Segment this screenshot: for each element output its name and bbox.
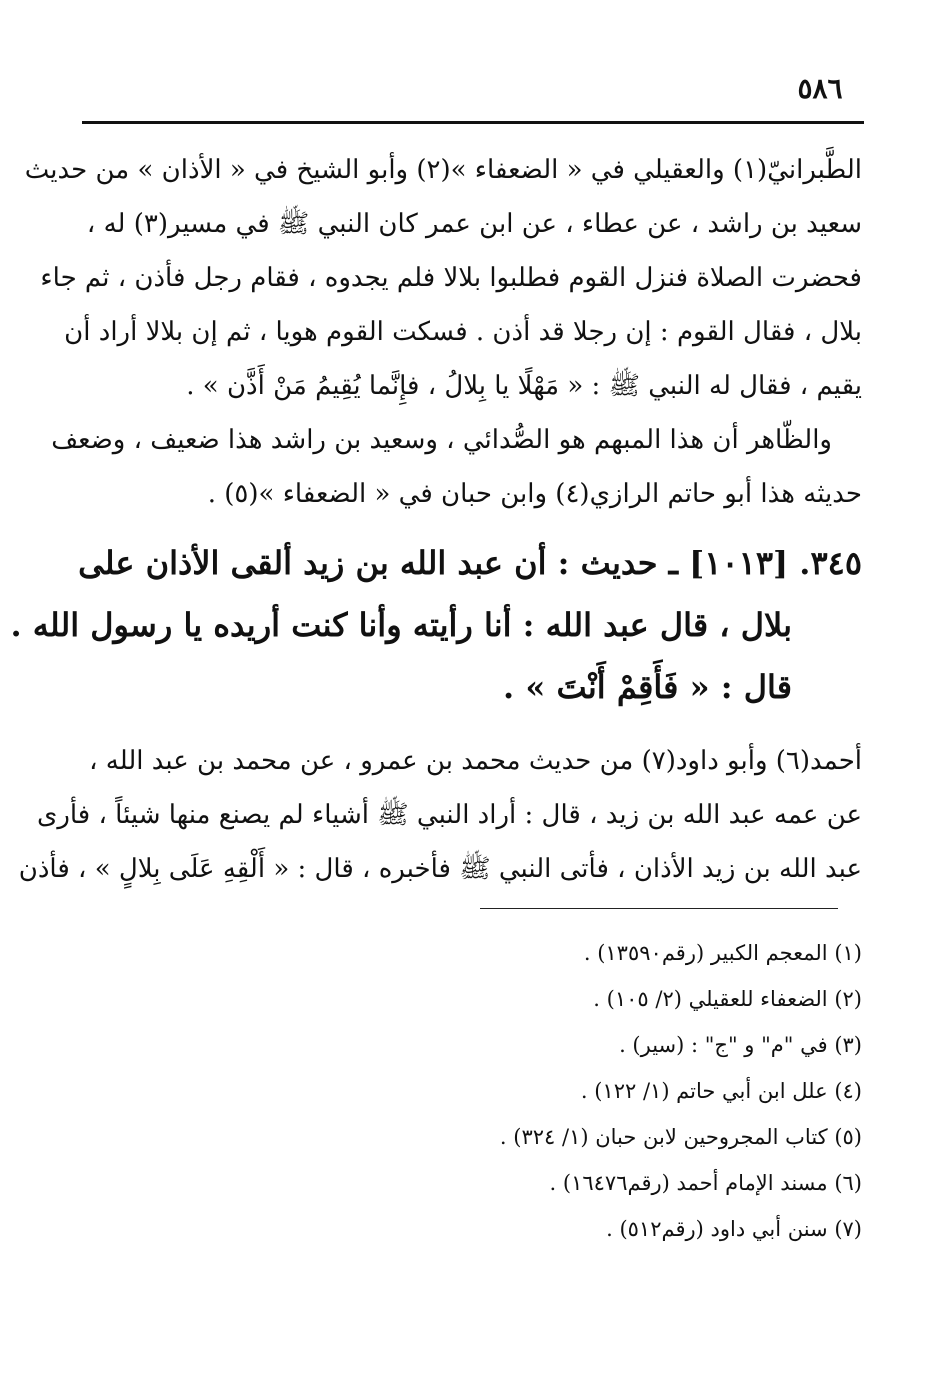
paragraph-3 [18,734,862,896]
footnotes [92,930,862,1252]
text-line: عبد الله بن زيد الأذان ، فأتى النبي ﷺ فأخبره ، قال : « أَلْقِهِ عَلَى بِلالٍ » ، فأذن [18,854,862,884]
footnote: (٤) علل ابن أبي حاتم (١/ ١٢٢) . [580,1079,862,1103]
text-line: الطَّبرانيّ(١) والعقيلي في « الضعفاء »(٢) وأبو الشيخ في « الأذان » من حديث [24,155,862,185]
text-line: يقيم ، فقال له النبي ﷺ : « مَهْلًا يا بِلالُ ، فإِنَّما يُقِيمُ مَنْ أَذَّن » . [186,371,862,401]
header-rule [82,121,864,124]
footnote: (٣) في "م" و "ج" : (سير) . [619,1033,862,1057]
text-line: عن عمه عبد الله بن زيد ، قال : أراد النبي ﷺ أشياء لم يصنع منها شيئاً ، فأرى [36,800,862,830]
footnote: (١) المعجم الكبير (رقم١٣٥٩٠) . [583,941,862,965]
hadith-heading [10,532,862,718]
hadith-line: ٣٤٥. [١٠١٣] ـ حديث : أن عبد الله بن زيد ألقى الأذان على [78,544,862,582]
footnote: (٧) سنن أبي داود (رقم٥١٢) . [606,1217,862,1241]
paragraph-1 [24,143,862,413]
footnote: (٥) كتاب المجروحين لابن حبان (١/ ٣٢٤) . [499,1125,862,1149]
hadith-line: بلال ، قال عبد الله : أنا رأيته وأنا كنت أريده يا رسول الله . [10,606,792,644]
text-line: بلال ، فقال القوم : إن رجلا قد أذن . فسكت القوم هويا ، ثم إن بلالا أراد أن [64,317,862,347]
paragraph-2 [51,413,862,521]
footnote-separator [480,908,838,909]
hadith-line: قال : « فَأَقِمْ أَنْتَ » . [503,668,792,706]
text-line: سعيد بن راشد ، عن عطاء ، عن ابن عمر كان النبي ﷺ في مسير(٣) له ، [86,209,862,239]
text-line: والظّاهر أن هذا المبهم هو الصُّدائي ، وسعيد بن راشد هذا ضعيف ، وضعف [51,425,832,455]
footnote: (٢) الضعفاء للعقيلي (٢/ ١٠٥) . [593,987,862,1011]
footnote: (٦) مسند الإمام أحمد (رقم١٦٤٧٦) . [549,1171,862,1195]
text-line: أحمد(٦) وأبو داود(٧) من حديث محمد بن عمرو ، عن محمد بن عبد الله ، [89,746,862,776]
text-line: حديثه هذا أبو حاتم الرازي(٤) وابن حبان في « الضعفاء »(٥) . [207,479,862,509]
text-line: فحضرت الصلاة فنزل القوم فطلبوا بلالا فلم يجدوه ، فقام رجل فأذن ، ثم جاء [40,263,862,293]
page-number: ٥٨٦ [797,72,843,105]
